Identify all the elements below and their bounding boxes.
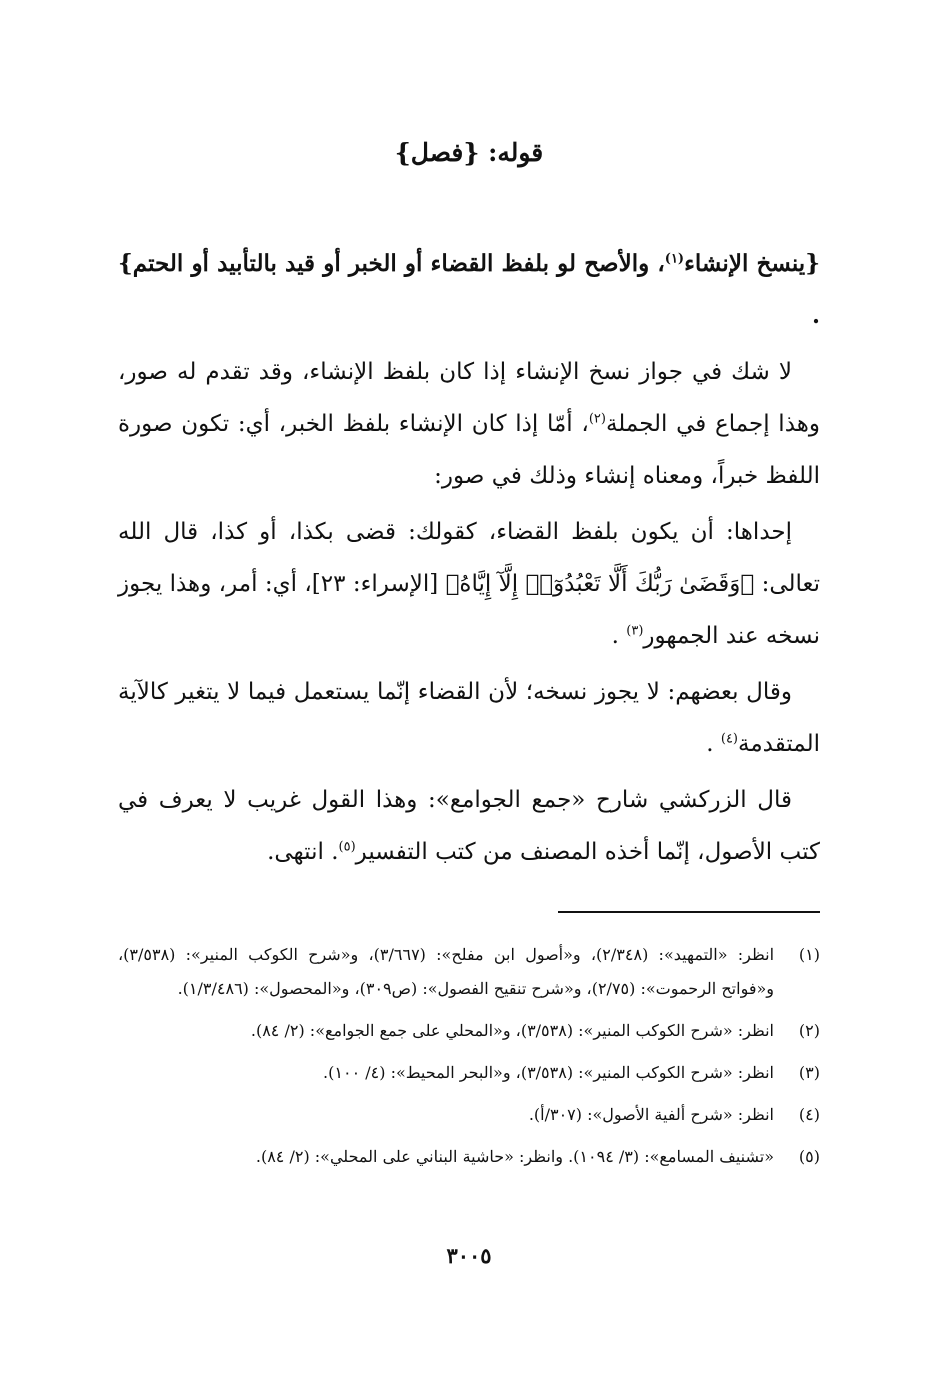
section-heading: قوله: {فصل}	[394, 138, 544, 167]
paragraph-text: قال الزركشي شارح «جمع الجوامع»: وهذا القول غريب لا يعرف في كتب الأصول، إنّما أخذه المصنف من كتب التفسير	[118, 787, 820, 865]
footnote	[118, 938, 820, 1006]
footnote-text: انظر: «شرح الكوكب المنير»: (٣/٥٣٨)، و«البحر المحيط»: (٤/ ١٠٠).	[323, 1063, 774, 1082]
footnote	[118, 1014, 820, 1048]
footnote-ref: (٤)	[720, 731, 738, 747]
paragraph-text-tail: ، أمّا إذا كان الإنشاء بلفظ الخبر، أي: تكون صورة اللفظ خبراً، ومعناه إنشاء وذلك في صور:	[118, 411, 820, 489]
footnote-number: (٥)	[798, 1147, 820, 1166]
page-number: ٣٠٠٥	[446, 1243, 492, 1268]
book-page	[118, 0, 820, 1382]
footnote-text: «تشنيف المسامع»: (٣/ ١٠٩٤). وانظر: «حاشية البناني على المحلي»: (٢/ ٨٤).	[255, 1147, 774, 1166]
paragraph-text: إحداها: أن يكون بلفظ القضاء، كقولك: قضى بكذا، أو كذا، قال الله تعالى:	[118, 519, 820, 597]
footnote-number: (٣)	[798, 1063, 820, 1082]
footnote-divider	[558, 911, 820, 913]
matn-paragraph	[118, 238, 820, 342]
paragraph-text-tail: . انتهى.	[267, 839, 339, 865]
footnote	[118, 1098, 820, 1132]
commentary-paragraph	[118, 666, 820, 770]
footnote-text: انظر: «شرح ألفية الأصول»: (٣٠٧/أ).	[528, 1105, 774, 1124]
footnote-ref: (٥)	[338, 839, 356, 855]
matn-text: {ينسخ الإنشاء	[684, 250, 820, 277]
commentary-paragraph	[118, 346, 820, 502]
footnote-ref: (١)	[664, 251, 685, 267]
footnote-number: (٤)	[798, 1105, 820, 1124]
footnote-ref: (٣)	[626, 623, 644, 639]
verse-reference: [الإسراء: ٢٣]، أي: أمر، وهذا يجوز نسخه عند الجمهور	[118, 571, 820, 649]
paragraph-text: لا شك في جواز نسخ الإنشاء إذا كان بلفظ الإنشاء، وقد تقدم له صور، وهذا إجماع في الجملة	[118, 359, 820, 437]
paragraph-text-tail: .	[706, 731, 721, 757]
commentary-paragraph	[118, 774, 820, 878]
footnote-number: (١)	[798, 945, 820, 964]
main-text	[118, 238, 820, 882]
footnote	[118, 1056, 820, 1090]
footnote-text: انظر: «التمهيد»: (٢/٣٤٨)، و«أصول ابن مفلح»: (٣/٦٦٧)، و«شرح الكوكب المنير»: (٣/٥٣٨)، و«فواتح الرحموت»: (٢/٧٥)، و«شرح تنقيح الفصول»: (ص٣٠٩)، و«المحصول»: (١/٣/٤٨٦).	[118, 945, 775, 998]
matn-text-tail: ، والأصح لو بلفظ القضاء أو الخبر أو قيد بالتأبيد أو الحتم} .	[118, 250, 820, 329]
paragraph-text-tail: .	[611, 623, 627, 649]
footnote-number: (٢)	[798, 1021, 820, 1040]
footnote-text: انظر: «شرح الكوكب المنير»: (٣/٥٣٨)، و«المحلي على جمع الجوامع»: (٢/ ٨٤).	[250, 1021, 774, 1040]
footnotes-section	[118, 938, 820, 1182]
footnote	[118, 1140, 820, 1174]
quran-verse: ﴿وَقَضَىٰ رَبُّكَ أَلَّا تَعْبُدُوٓا۟ إِلَّآ إِيَّاهُ﴾	[445, 571, 755, 597]
commentary-paragraph	[118, 506, 820, 662]
footnote-ref: (٢)	[588, 411, 606, 427]
paragraph-text: وقال بعضهم: لا يجوز نسخه؛ لأن القضاء إنّما يستعمل فيما لا يتغير كالآية المتقدمة	[118, 679, 820, 757]
